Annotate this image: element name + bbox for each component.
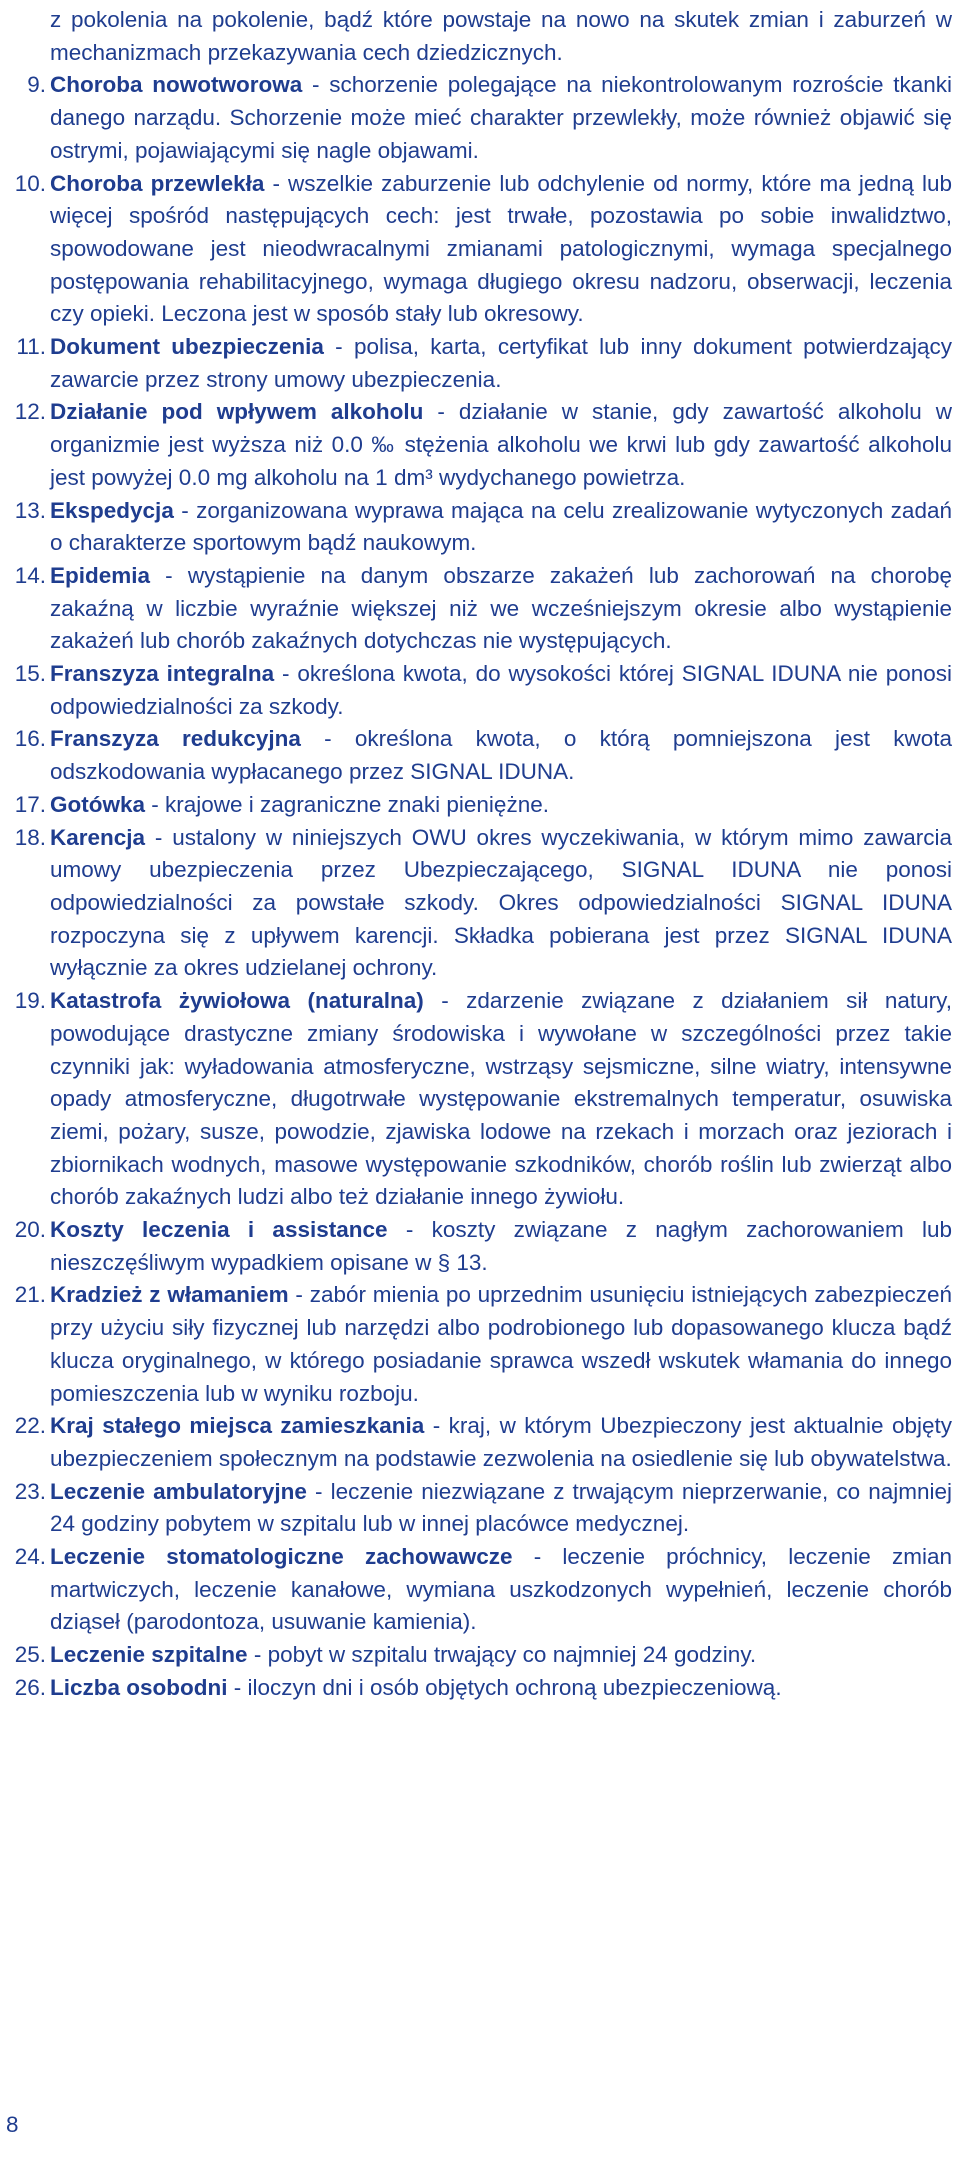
definition-term: Ekspedycja [50, 497, 174, 523]
definition-term: Karencja [50, 824, 146, 850]
definition-text: - zorganizowana wyprawa mająca na celu zrealizowanie wytyczonych zadań o charakterze sportowym bądź naukowym. [50, 497, 952, 556]
definition-text: - koszty związane z nagłym zachorowaniem lub nieszczęśliwym wypadkiem opisane w § 13. [50, 1217, 953, 1275]
definition-text: - pobyt w szpitalu trwający co najmniej 24 godziny. [247, 1642, 757, 1668]
definition-number: 22. [14, 1413, 46, 1439]
definition-text: - wystąpienie na danym obszarze zakażeń lub zachorowań na chorobę zakaźną w liczbie wyraźnie większej niż we wcześniejszym okresie albo wystąpienie zakażeń lub chorób zakaźnych dotychczas nie występujących. [50, 562, 952, 654]
definition-term: Gotówka [50, 791, 146, 817]
definition-number: 21. [14, 1282, 46, 1308]
definition-item [14, 560, 952, 658]
definitions-list [14, 69, 953, 1704]
definition-term: Choroba przewlekła [50, 170, 265, 196]
definition-number: 10. [14, 170, 46, 196]
definition-number: 18. [14, 824, 46, 850]
definition-text: - ustalony w niniejszych OWU okres wyczekiwania, w którym mimo zawarcia umowy ubezpieczenia przez Ubezpieczającego, SIGNAL IDUNA nie ponosi odpowiedzialności za powstałe szkody. Okres odpowiedzialności SIGNAL IDUNA rozpoczyna się z upływem karencji. Składka pobierana jest przez SIGNAL IDUNA wyłącznie za okres udzielanej ochrony. [50, 824, 952, 981]
definition-term: Dokument ubezpieczenia [50, 334, 324, 360]
definition-item [14, 1279, 952, 1410]
definition-number: 24. [14, 1544, 46, 1570]
definition-text: - kraj, w którym Ubezpieczony jest aktualnie objęty ubezpieczeniem społecznym na podstawie zezwolenia na osiedlenie się lub obywatelstwa. [50, 1413, 952, 1471]
definition-term: Katastrofa żywiołowa (naturalna) [50, 988, 424, 1014]
definition-item [14, 1672, 952, 1705]
definition-text: - leczenie niezwiązane z trwającym nieprzerwanie, co najmniej 24 godziny pobytem w szpitalu lub w innej placówce medycznej. [50, 1478, 952, 1537]
definition-text: - leczenie próchnicy, leczenie zmian martwiczych, leczenie kanałowe, wymiana uszkodzonych wypełnień, leczenie chorób dziąseł (parodontoza, usuwanie kamienia). [50, 1544, 952, 1635]
definition-number: 9. [27, 72, 46, 98]
definition-item [14, 1476, 952, 1541]
definition-text: - zdarzenie związane z działaniem sił natury, powodujące drastyczne zmiany środowiska i wywołane w szczególności przez takie czynniki jak: wyładowania atmosferyczne, wstrząsy sejsmiczne, silne wiatry, intensywne opady atmosferyczne, długotrwałe występowanie ekstremalnych temperatur, osuwiska ziemi, pożary, susze, powodzie, zjawiska lodowe na rzekach i morzach oraz jeziorach i zbiornikach wodnych, masowe występowanie szkodników, chorób roślin lub zwierząt albo chorób zakaźnych ludzi albo też działanie innego żywiołu. [50, 988, 952, 1210]
definition-item [14, 1639, 952, 1672]
page-number: 8 [6, 2112, 19, 2137]
definition-item [14, 1541, 952, 1639]
definition-item [14, 658, 953, 723]
definition-item [14, 822, 952, 986]
definition-term: Kraj stałego miejsca zamieszkania [50, 1413, 425, 1439]
definition-item [14, 1410, 952, 1475]
definition-term: Choroba nowotworowa [50, 72, 303, 98]
definition-text: - iloczyn dni i osób objętych ochroną ubezpieczeniową. [227, 1674, 782, 1700]
definition-text: - określona kwota, do wysokości której SIGNAL IDUNA nie ponosi odpowiedzialności za szkody. [50, 661, 953, 719]
definition-term: Leczenie stomatologiczne zachowawcze [50, 1544, 513, 1570]
definition-number: 23. [14, 1478, 46, 1504]
definition-text: - określona kwota, o którą pomniejszona jest kwota odszkodowania wypłacanego przez SIGNAL IDUNA. [50, 726, 952, 785]
definition-number: 11. [16, 334, 46, 360]
definition-text: - wszelkie zaburzenie lub odchylenie od normy, które ma jedną lub więcej spośród następujących cech: jest trwałe, pozostawia po sobie inwalidztwo, spowodowane jest nieodwracalnymi zmianami patologicznymi, wymaga specjalnego postępowania rehabilitacyjnego, wymaga długiego okresu nadzoru, obserwacji, leczenia czy opieki. Leczona jest w sposób stały lub okresowy. [50, 170, 952, 327]
definition-number: 13. [14, 497, 46, 523]
definition-item [14, 789, 952, 822]
definition-term: Liczba osobodni [50, 1674, 228, 1700]
definition-term: Koszty leczenia i assistance [50, 1217, 388, 1243]
definitions-content [14, 4, 953, 1705]
definition-item [14, 985, 952, 1214]
definition-item [14, 495, 952, 560]
definition-term: Leczenie szpitalne [50, 1642, 248, 1668]
definition-number: 15. [14, 661, 46, 687]
definition-number: 16. [14, 726, 46, 752]
definition-text: - polisa, karta, certyfikat lub inny dokument potwierdzający zawarcie przez strony umowy ubezpieczenia. [50, 334, 952, 392]
definition-text: - krajowe i zagraniczne znaki pieniężne. [145, 791, 549, 817]
definition-number: 14. [14, 562, 46, 588]
definition-number: 20. [14, 1217, 46, 1243]
definition-item [14, 396, 953, 494]
definition-term: Działanie pod wpływem alkoholu [50, 399, 424, 425]
definition-item [14, 168, 952, 332]
definition-term: Franszyza redukcyjna [50, 726, 301, 752]
intro-paragraph: z pokolenia na pokolenie, bądź które powstaje na nowo na skutek zmian i zaburzeń w mechanizmach przekazywania cech dziedzicznych. [50, 7, 952, 65]
definition-text: - schorzenie polegające na niekontrolowanym rozroście tkanki danego narządu. Schorzenie może mieć charakter przewlekły, może również objawić się ostrymi, pojawiającymi się nagle objawami. [50, 72, 952, 163]
definition-number: 19. [14, 988, 46, 1014]
definition-item [16, 331, 952, 396]
definition-item [14, 1214, 953, 1279]
definition-number: 26. [14, 1674, 46, 1700]
definition-text: - działanie w stanie, gdy zawartość alkoholu w organizmie jest wyższa niż 0.0 ‰ stężenia alkoholu we krwi lub gdy zawartość alkoholu jest powyżej 0.0 mg alkoholu na 1 dm³ wydychanego powietrza. [50, 399, 953, 490]
definition-term: Kradzież z włamaniem [50, 1282, 289, 1308]
definition-term: Leczenie ambulatoryjne [50, 1478, 307, 1504]
definition-term: Franszyza integralna [50, 661, 275, 687]
definition-item [27, 69, 952, 167]
definition-term: Epidemia [50, 562, 151, 588]
definition-item [14, 723, 952, 788]
definition-text: - zabór mienia po uprzednim usunięciu istniejących zabezpieczeń przy użyciu siły fizycznej lub narzędzi albo podrobionego lub dopasowanego klucza bądź klucza oryginalnego, w którego posiadanie sprawca wszedł wskutek włamania do innego pomieszczenia lub w wyniku rozboju. [50, 1282, 952, 1406]
definition-number: 12. [14, 399, 46, 425]
definition-number: 25. [14, 1642, 46, 1668]
definition-number: 17. [14, 791, 46, 817]
